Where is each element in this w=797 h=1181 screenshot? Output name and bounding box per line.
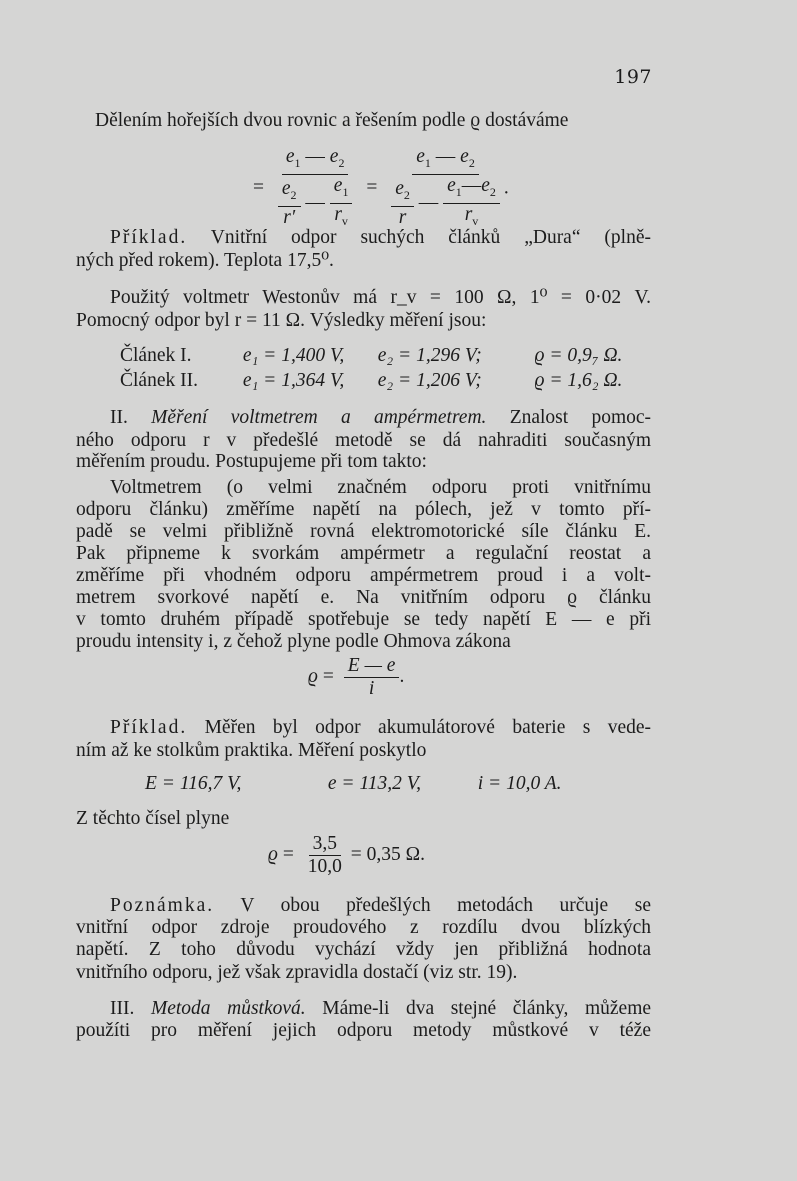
section3-line2: použíti pro měření jejich odporu metody můstkové v téže: [76, 1020, 651, 1041]
example1-line2: ných před rokem). Teplota 17,5⁰.: [76, 250, 334, 271]
example1-line1: Příklad. Vnitřní odpor suchých článků „Dura“ (plně-: [110, 227, 651, 248]
result-row-1: Článek I. e₁ = 1,400 V, e₂ = 1,296 V; ϱ = 0,9₇ Ω.: [120, 345, 623, 366]
section-title: Měření voltmetrem a ampérmetrem.: [151, 407, 487, 428]
note-label: Poznámka.: [110, 895, 215, 916]
page-number: 197: [614, 66, 652, 88]
para-line-8: proudu intensity i, z čehož plyne podle Ohmova zákona: [76, 631, 511, 652]
section-number: III.: [110, 998, 135, 1019]
measurements-row: E = 116,7 V, e = 113,2 V, i = 10,0 A.: [145, 773, 562, 794]
note-line-4: vnitřního odporu, jež však zpravidla dostačí (viz str. 19).: [76, 962, 518, 983]
example2-line1: Příklad. Měřen byl odpor akumulátorové baterie s vede-: [110, 717, 652, 738]
conclusion-line: Z těchto čísel plyne: [76, 808, 230, 829]
section2-line3: měřením proudu. Postupujeme při tom takto:: [76, 451, 427, 472]
para-line-1: Voltmetrem (o velmi značném odporu proti vnitřnímu: [110, 477, 651, 498]
para-line-2: odporu článku) změříme napětí na pólech, jež v tomto pří-: [76, 499, 651, 520]
formula-ohm: ϱ = $\frac{E — e}{i}$ .: [308, 655, 405, 699]
note-line-2: vnitřní odpor zdroje proudového z rozdílu dvou blízkých: [76, 917, 651, 938]
intro-line: Dělením hořejších dvou rovnic a řešením podle ϱ dostáváme: [95, 110, 569, 131]
formula-rho-ratio: = $e_1$ — $e_2$ $\frac{e_2}{r'}$ — $\frac{e_1}{r_v}$ = $e_1$ — $e_2$ $\frac{e_2}{r}$ — $\frac{e_1—e_2}{r_v}$ .: [253, 146, 509, 228]
section3-heading-line: III. Metoda můstková. Máme-li dva stejné články, můžeme: [110, 998, 652, 1019]
para-line-5: změříme při vhodném odporu ampérmetrem proud i a volt-: [76, 565, 651, 586]
para-line-6: metrem svorkové napětí e. Na vnitřním odporu ϱ článku: [76, 587, 651, 608]
para-line-4: Pak připneme k svorkám ampérmetr a regulační reostat a: [76, 543, 651, 564]
voltmeter-line1: Použitý voltmetr Westonův má r_v = 100 Ω, 1⁰ = 0·02 V.: [110, 287, 651, 308]
note-line-1: Poznámka. V obou předešlých metodách určuje se: [110, 895, 651, 916]
formula-result: ϱ = $\frac{3,5}{10,0}$ = 0,35 Ω.: [268, 833, 426, 877]
para-line-7: v tomto druhém případě spotřebuje se tedy napětí E — e při: [76, 609, 651, 630]
section2-heading-line: II. Měření voltmetrem a ampérmetrem. Znalost pomoc-: [110, 407, 652, 428]
section-title: Metoda můstková.: [150, 998, 306, 1019]
result-row-2: Článek II. e₁ = 1,364 V, e₂ = 1,206 V; ϱ = 1,6₂ Ω.: [120, 370, 623, 391]
example-label: Příklad.: [110, 717, 188, 738]
para-line-3: padě se velmi přibližně rovná elektromotorické síle článku E.: [76, 521, 651, 542]
example-label: Příklad.: [110, 227, 188, 248]
section2-line2: ného odporu r v předešlé metodě se dá nahraditi současným: [76, 430, 651, 451]
note-line-3: napětí. Z toho důvodu vychází vždy jen přibližná hodnota: [76, 939, 651, 960]
voltmeter-line2: Pomocný odpor byl r = 11 Ω. Výsledky měření jsou:: [76, 310, 487, 331]
section-number: II.: [110, 407, 128, 428]
example2-line2: ním až ke stolkům praktika. Měření poskytlo: [76, 740, 427, 761]
